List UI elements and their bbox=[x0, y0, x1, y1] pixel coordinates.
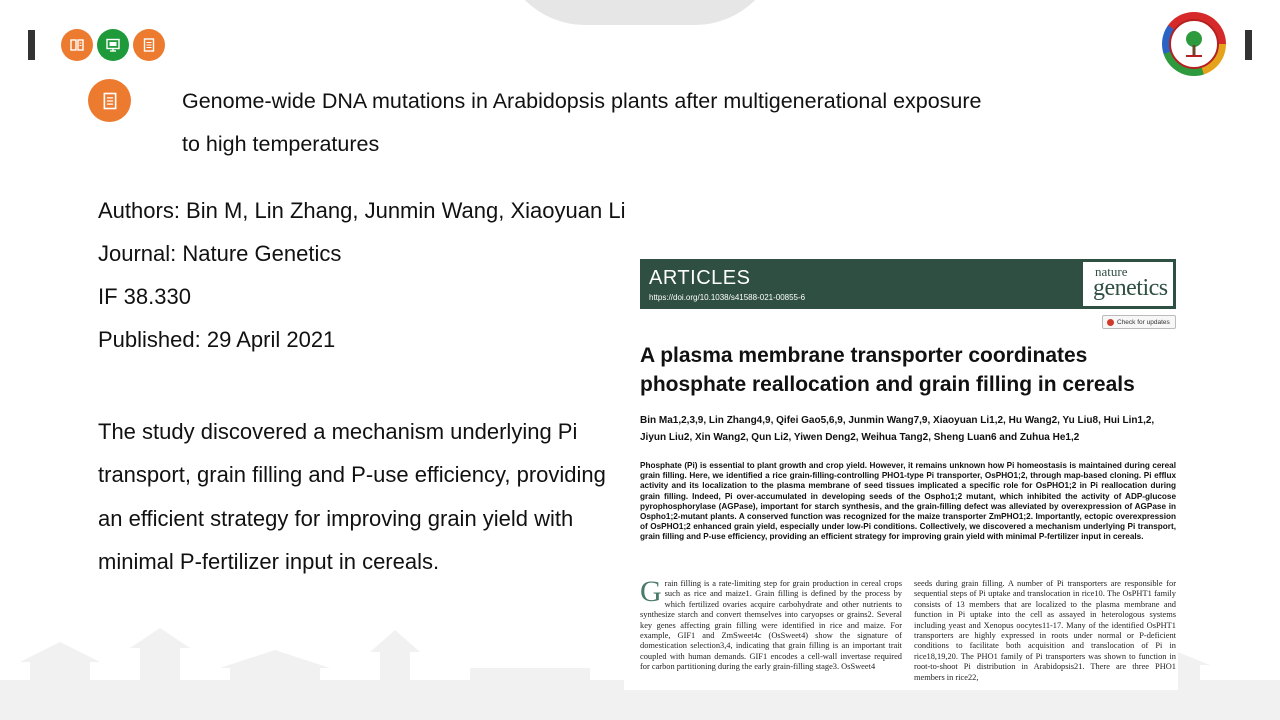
left-edge-marker bbox=[28, 30, 35, 60]
book-button[interactable] bbox=[61, 29, 93, 61]
check-for-updates-button[interactable] bbox=[1102, 315, 1176, 329]
paper-header-bar bbox=[640, 259, 1176, 309]
articles-label: ARTICLES bbox=[649, 267, 751, 289]
article-authors-line-2: Jiyun Liu2, Xin Wang2, Qun Li2, Yiwen Deng2, Weihua Tang2, Sheng Luan6 and Zuhua He1,2 bbox=[640, 432, 1080, 443]
logo-emblem bbox=[1169, 19, 1219, 69]
document-button[interactable] bbox=[133, 29, 165, 61]
study-summary: The study discovered a mechanism underlying Pi transport, grain filling and P-use efficiency, providing an efficient strategy for improving grain yield with minimal P-fertilizer input in cereals. bbox=[98, 419, 606, 574]
institution-logo bbox=[1162, 12, 1226, 76]
journal-line: Journal: Nature Genetics bbox=[98, 241, 342, 266]
monitor-icon bbox=[105, 37, 121, 53]
article-abstract: Phosphate (Pi) is essential to plant growth and crop yield. However, it remains unknown how Pi homeostasis is maintained during cereal grain filling. Here, we identified a rice grain-filling-controlling PHO1-type Pi transporter, OsPHO1;2, through map-based cloning. Pi efflux activity and its localization to the plasma membrane of seed tissues implicated a specific role for OsPHO1;2 in Pi reallocation during grain filling. Indeed, Pi over-accumulated in developing seeds of the Ospho1;2 mutant, which inhibited the activity of ADP-glucose pyrophosphorylase (AGPase), important for starch synthesis, and the grain-filling defect was alleviated by overexpression of AGPase in Ospho1;2-mutant plants. A conserved function was recognized for the maize transporter ZmPHO1;2. Importantly, ectopic overexpression of OsPHO1;2 enhanced grain yield, especially under low-Pi conditions. Collectively, we discovered a mechanism underlying Pi transport, grain filling and P-use efficiency, providing an efficient strategy for improving grain yield with minimal P-fertilizer input in cereals. bbox=[640, 461, 1176, 542]
book-icon bbox=[69, 37, 85, 53]
journal-logo bbox=[1083, 262, 1173, 306]
document-icon bbox=[141, 37, 157, 53]
journal-logo-genetics: genetics bbox=[1093, 275, 1168, 301]
paper-screenshot bbox=[624, 259, 1178, 690]
authors-line: Authors: Bin M, Lin Zhang, Junmin Wang, Xiaoyuan Li bbox=[98, 198, 626, 223]
journal-logo-nature: nature bbox=[1095, 264, 1128, 279]
impact-factor-line: IF 38.330 bbox=[98, 284, 191, 309]
article-body-left-column bbox=[640, 575, 902, 673]
slide-paper-title: Genome-wide DNA mutations in Arabidopsis plants after multigenerational exposure to high temperatures bbox=[182, 89, 982, 156]
title-document-icon-badge bbox=[88, 79, 131, 122]
update-icon bbox=[1107, 319, 1114, 326]
doi-link[interactable]: https://doi.org/10.1038/s41588-021-00855-6 bbox=[649, 293, 806, 302]
article-authors-line-1: Bin Ma1,2,3,9, Lin Zhang4,9, Qifei Gao5,6,9, Junmin Wang7,9, Xiaoyuan Li1,2, Hu Wang2, Yu Liu8, Hui Lin1,2, bbox=[640, 415, 1155, 426]
body-left-text: rain filling is a rate-limiting step for grain production in cereal crops such as rice and maize1. Grain filling is defined by the process by which fertilized ovaries acquire carbohydrate and other nutrients to synthesize starch and convert themselves into caryopses or grains2. Several key genes affecting grain filling were identified in rice and maize. For example, GIF1 and ZmSweet4c (OsSweet4) show the signature of domestication selection3,4, indicating that grain filling is an important trait coupled with human demands. GIF1 encodes a cell-wall invertase required for carbon partitioning during the early grain-filling stage3. OsSweet4 bbox=[640, 579, 902, 672]
published-line: Published: 29 April 2021 bbox=[98, 327, 336, 352]
right-edge-marker bbox=[1245, 30, 1252, 60]
article-title: A plasma membrane transporter coordinates phosphate reallocation and grain filling in cereals bbox=[640, 344, 1135, 396]
article-body-right-column: seeds during grain filling. A number of Pi transporters are responsible for sequential steps of Pi uptake and translocation in rice10. The OsPHT1 family consists of 13 members that are localized to the plasma membrane and function in Pi uptake into the cell as assayed in heterologous systems including yeast and Xenopus oocytes11-17. Many of the identified OsPHT1 transporters are highly expressed in roots under normal or P-deficient conditions to facilitate both acquisition and translocation of Pi in rice18,19,20. The PHO1 family of Pi transporters was shown to function in root-to-shoot Pi distribution in Arabidopsis21. There are three PHO1 members in rice22, bbox=[914, 579, 1176, 682]
tree-icon bbox=[1180, 29, 1208, 59]
top-decorative-arc bbox=[500, 0, 780, 25]
document-icon bbox=[100, 91, 120, 111]
check-for-updates-label: Check for updates bbox=[1117, 318, 1170, 326]
drop-cap: G bbox=[640, 575, 662, 608]
monitor-button[interactable] bbox=[97, 29, 129, 61]
